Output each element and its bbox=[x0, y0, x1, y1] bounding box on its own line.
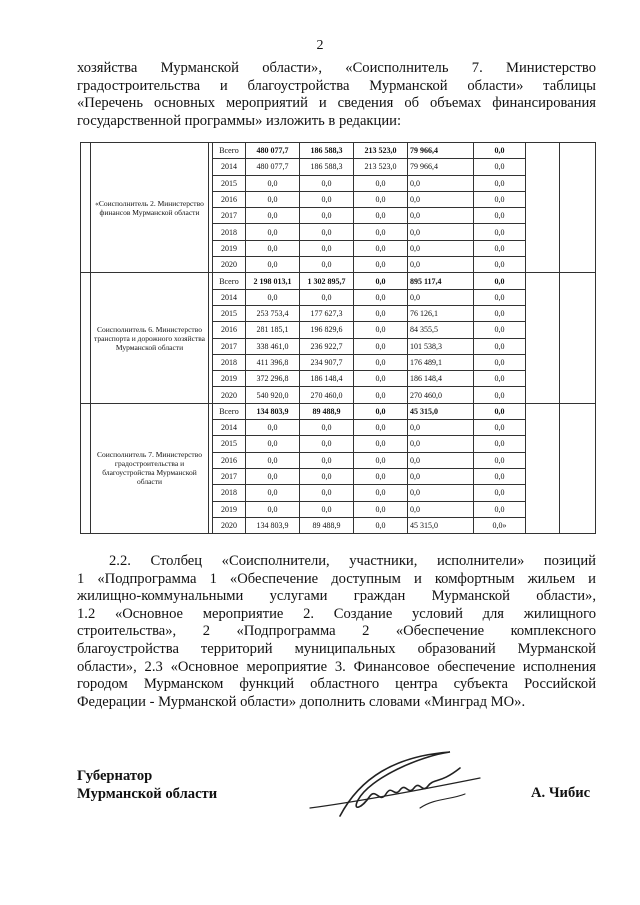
amount-cell: 0,0 bbox=[408, 191, 474, 207]
amount-cell: 0,0 bbox=[300, 224, 354, 240]
amount-cell: 0,0 bbox=[474, 452, 526, 468]
amount-cell: 1 302 895,7 bbox=[300, 273, 354, 289]
amount-cell: 0,0 bbox=[408, 208, 474, 224]
amount-cell: 0,0 bbox=[408, 289, 474, 305]
amount-cell: 0,0 bbox=[354, 208, 408, 224]
amount-cell: 0,0 bbox=[354, 273, 408, 289]
intro-line: градостроительства и благоустройства Мурманской области» таблицы bbox=[77, 77, 596, 94]
paragraph-line: городом Мурманском функций областного центра субъекта Российской bbox=[77, 676, 596, 693]
amount-cell: 0,0 bbox=[474, 240, 526, 256]
handwritten-signature bbox=[300, 738, 490, 828]
table-row bbox=[81, 143, 596, 159]
amount-cell: 0,0 bbox=[246, 257, 300, 273]
year-cell: 2016 bbox=[213, 322, 246, 338]
amount-cell: 0,0 bbox=[474, 387, 526, 403]
amount-cell: 0,0 bbox=[474, 436, 526, 452]
table-cell-blank bbox=[526, 273, 560, 403]
signer-title-line2: Мурманской области bbox=[77, 786, 218, 802]
table-row bbox=[81, 273, 596, 289]
year-cell: 2016 bbox=[213, 452, 246, 468]
amount-cell: 0,0 bbox=[474, 354, 526, 370]
intro-text bbox=[77, 60, 596, 130]
amount-cell: 0,0 bbox=[300, 208, 354, 224]
year-cell: 2015 bbox=[213, 305, 246, 321]
amount-cell: 176 489,1 bbox=[408, 354, 474, 370]
year-cell: 2018 bbox=[213, 485, 246, 501]
amount-cell: 76 126,1 bbox=[408, 305, 474, 321]
signer-title-line1: Губернатор bbox=[77, 768, 153, 784]
amount-cell: 0,0 bbox=[408, 257, 474, 273]
table-cell-blank bbox=[81, 403, 91, 533]
amount-cell: 0,0 bbox=[354, 517, 408, 533]
amount-cell: 0,0 bbox=[354, 338, 408, 354]
year-cell: 2019 bbox=[213, 240, 246, 256]
amount-cell: 0,0 bbox=[354, 387, 408, 403]
paragraph-line: 1 «Подпрограмма 1 «Обеспечение доступным и комфортным жильем и bbox=[77, 570, 596, 587]
amount-cell: 0,0 bbox=[474, 403, 526, 419]
signer-title bbox=[77, 767, 217, 803]
amount-cell: 0,0 bbox=[300, 175, 354, 191]
paragraph-line: благоустройства территорий муниципальных образований Мурманской bbox=[77, 640, 596, 657]
amount-cell: 0,0 bbox=[408, 175, 474, 191]
amount-cell: 0,0 bbox=[246, 452, 300, 468]
amount-cell: 0,0 bbox=[354, 403, 408, 419]
amount-cell: 411 396,8 bbox=[246, 354, 300, 370]
executor-cell: Соисполнитель 6. Министерство транспорта и дорожного хозяйства Мурманской области bbox=[91, 273, 209, 403]
amount-cell: 0,0 bbox=[474, 208, 526, 224]
amount-cell: 0,0 bbox=[408, 452, 474, 468]
amount-cell: 0,0 bbox=[474, 485, 526, 501]
year-cell: 2019 bbox=[213, 371, 246, 387]
year-cell: 2017 bbox=[213, 338, 246, 354]
amount-cell: 281 185,1 bbox=[246, 322, 300, 338]
amount-cell: 0,0 bbox=[354, 289, 408, 305]
amount-cell: 0,0 bbox=[354, 501, 408, 517]
amount-cell: 0,0 bbox=[354, 257, 408, 273]
executor-cell: «Соисполнитель 2. Министерство финансов Мурманской области bbox=[91, 143, 209, 273]
amount-cell: 0,0 bbox=[300, 420, 354, 436]
amount-cell: 0,0 bbox=[354, 485, 408, 501]
amount-cell: 79 966,4 bbox=[408, 143, 474, 159]
executor-cell: Соисполнитель 7. Министерство градостроительства и благоустройства Мурманской области bbox=[91, 403, 209, 533]
amount-cell: 236 922,7 bbox=[300, 338, 354, 354]
year-cell: 2017 bbox=[213, 208, 246, 224]
amount-cell: 186 588,3 bbox=[300, 159, 354, 175]
page-number: 2 bbox=[316, 38, 324, 53]
table-cell-blank bbox=[526, 143, 560, 273]
amount-cell: 0,0 bbox=[246, 224, 300, 240]
year-cell: 2020 bbox=[213, 257, 246, 273]
amount-cell: 45 315,0 bbox=[408, 403, 474, 419]
amount-cell: 134 803,9 bbox=[246, 517, 300, 533]
amount-cell: 0,0 bbox=[246, 468, 300, 484]
amount-cell: 0,0 bbox=[300, 485, 354, 501]
amount-cell: 0,0 bbox=[300, 191, 354, 207]
year-cell: 2014 bbox=[213, 289, 246, 305]
amount-cell: 0,0 bbox=[474, 420, 526, 436]
amount-cell: 89 488,9 bbox=[300, 403, 354, 419]
amount-cell: 0,0 bbox=[474, 224, 526, 240]
amount-cell: 270 460,0 bbox=[300, 387, 354, 403]
amount-cell: 540 920,0 bbox=[246, 387, 300, 403]
amount-cell: 0,0 bbox=[300, 289, 354, 305]
intro-line: государственной программы» изложить в редакции: bbox=[77, 112, 402, 129]
amount-cell: 177 627,3 bbox=[300, 305, 354, 321]
table-cell-blank bbox=[560, 143, 596, 273]
amount-cell: 0,0 bbox=[246, 240, 300, 256]
amount-cell: 213 523,0 bbox=[354, 143, 408, 159]
amount-cell: 0,0 bbox=[246, 208, 300, 224]
year-cell: 2020 bbox=[213, 387, 246, 403]
amount-cell: 895 117,4 bbox=[408, 273, 474, 289]
amount-cell: 0,0 bbox=[300, 452, 354, 468]
amount-cell: 0,0 bbox=[474, 143, 526, 159]
amount-cell: 0,0 bbox=[354, 436, 408, 452]
paragraph-line: Федерации - Мурманской области» дополнить словами «Минград МО». bbox=[77, 693, 526, 710]
amount-cell: 234 907,7 bbox=[300, 354, 354, 370]
amount-cell: 253 753,4 bbox=[246, 305, 300, 321]
amount-cell: 0,0 bbox=[354, 224, 408, 240]
year-cell: 2014 bbox=[213, 159, 246, 175]
amount-cell: 0,0 bbox=[474, 191, 526, 207]
amount-cell: 0,0 bbox=[354, 468, 408, 484]
amount-cell: 186 588,3 bbox=[300, 143, 354, 159]
table-cell-blank bbox=[560, 403, 596, 533]
amount-cell: 0,0 bbox=[300, 501, 354, 517]
paragraph-line: 2.2. Столбец «Соисполнители, участники, исполнители» позиций bbox=[109, 553, 596, 569]
year-cell: 2014 bbox=[213, 420, 246, 436]
paragraph-line: строительства», 2 «Подпрограмма 2 «Обеспечение комплексного bbox=[77, 623, 596, 640]
table-cell-blank bbox=[526, 403, 560, 533]
amount-cell: 338 461,0 bbox=[246, 338, 300, 354]
amount-cell: 270 460,0 bbox=[408, 387, 474, 403]
amount-cell: 372 296,8 bbox=[246, 371, 300, 387]
amount-cell: 0,0 bbox=[354, 371, 408, 387]
paragraph-line: 1.2 «Основное мероприятие 2. Создание условий для жилищного bbox=[77, 605, 596, 622]
amount-cell: 0,0 bbox=[408, 436, 474, 452]
table-row bbox=[81, 403, 596, 419]
amount-cell: 186 148,4 bbox=[300, 371, 354, 387]
year-cell: 2019 bbox=[213, 501, 246, 517]
amount-cell: 0,0 bbox=[354, 240, 408, 256]
year-cell: Всего bbox=[213, 143, 246, 159]
amount-cell: 0,0 bbox=[300, 257, 354, 273]
amount-cell: 480 077,7 bbox=[246, 159, 300, 175]
amount-cell: 89 488,9 bbox=[300, 517, 354, 533]
amount-cell: 79 966,4 bbox=[408, 159, 474, 175]
amount-cell: 0,0 bbox=[246, 420, 300, 436]
year-cell: 2015 bbox=[213, 175, 246, 191]
amount-cell: 0,0 bbox=[408, 485, 474, 501]
amount-cell: 0,0 bbox=[474, 273, 526, 289]
amount-cell: 45 315,0 bbox=[408, 517, 474, 533]
table-cell-blank bbox=[81, 143, 91, 273]
amount-cell: 0,0 bbox=[474, 289, 526, 305]
financing-table bbox=[80, 142, 596, 534]
amount-cell: 0,0 bbox=[354, 420, 408, 436]
year-cell: 2017 bbox=[213, 468, 246, 484]
amount-cell: 0,0 bbox=[246, 485, 300, 501]
amount-cell: 0,0 bbox=[408, 501, 474, 517]
amount-cell: 0,0 bbox=[474, 468, 526, 484]
amount-cell: 0,0 bbox=[246, 175, 300, 191]
amount-cell: 84 355,5 bbox=[408, 322, 474, 338]
year-cell: Всего bbox=[213, 403, 246, 419]
year-cell: 2018 bbox=[213, 354, 246, 370]
amount-cell: 186 148,4 bbox=[408, 371, 474, 387]
paragraph-line: области», 2.3 «Основное мероприятие 3. Финансовое обеспечение исполнения bbox=[77, 658, 596, 675]
amount-cell: 0,0 bbox=[246, 501, 300, 517]
amount-cell: 0,0 bbox=[408, 240, 474, 256]
amount-cell: 0,0 bbox=[474, 371, 526, 387]
amount-cell: 134 803,9 bbox=[246, 403, 300, 419]
amount-cell: 196 829,6 bbox=[300, 322, 354, 338]
amount-cell: 0,0 bbox=[354, 354, 408, 370]
amount-cell: 0,0 bbox=[354, 191, 408, 207]
amount-cell: 0,0 bbox=[354, 305, 408, 321]
table-cell-blank bbox=[560, 273, 596, 403]
amount-cell: 0,0 bbox=[474, 338, 526, 354]
amount-cell: 0,0 bbox=[408, 420, 474, 436]
amount-cell: 0,0 bbox=[408, 224, 474, 240]
amount-cell: 480 077,7 bbox=[246, 143, 300, 159]
table-cell-blank bbox=[81, 273, 91, 403]
amount-cell: 2 198 013,1 bbox=[246, 273, 300, 289]
year-cell: 2018 bbox=[213, 224, 246, 240]
amount-cell: 0,0 bbox=[474, 175, 526, 191]
amount-cell: 0,0» bbox=[474, 517, 526, 533]
financing-table-body bbox=[81, 143, 596, 534]
paragraph-line: жилищно-коммунальными услугами граждан Мурманской области», bbox=[77, 588, 596, 605]
paragraph-2-2 bbox=[77, 553, 596, 711]
amount-cell: 0,0 bbox=[474, 322, 526, 338]
year-cell: Всего bbox=[213, 273, 246, 289]
amount-cell: 0,0 bbox=[246, 436, 300, 452]
amount-cell: 213 523,0 bbox=[354, 159, 408, 175]
amount-cell: 0,0 bbox=[474, 257, 526, 273]
amount-cell: 0,0 bbox=[300, 436, 354, 452]
amount-cell: 0,0 bbox=[474, 159, 526, 175]
amount-cell: 0,0 bbox=[246, 289, 300, 305]
amount-cell: 0,0 bbox=[300, 240, 354, 256]
signer-name: А. Чибис bbox=[531, 785, 591, 801]
year-cell: 2015 bbox=[213, 436, 246, 452]
year-cell: 2016 bbox=[213, 191, 246, 207]
amount-cell: 0,0 bbox=[354, 452, 408, 468]
amount-cell: 0,0 bbox=[408, 468, 474, 484]
amount-cell: 101 538,3 bbox=[408, 338, 474, 354]
amount-cell: 0,0 bbox=[354, 322, 408, 338]
amount-cell: 0,0 bbox=[474, 501, 526, 517]
amount-cell: 0,0 bbox=[246, 191, 300, 207]
amount-cell: 0,0 bbox=[300, 468, 354, 484]
intro-line: хозяйства Мурманской области», «Соисполнитель 7. Министерство bbox=[77, 60, 596, 76]
year-cell: 2020 bbox=[213, 517, 246, 533]
intro-line: «Перечень основных мероприятий и сведения об объемах финансирования bbox=[77, 95, 596, 112]
amount-cell: 0,0 bbox=[474, 305, 526, 321]
amount-cell: 0,0 bbox=[354, 175, 408, 191]
